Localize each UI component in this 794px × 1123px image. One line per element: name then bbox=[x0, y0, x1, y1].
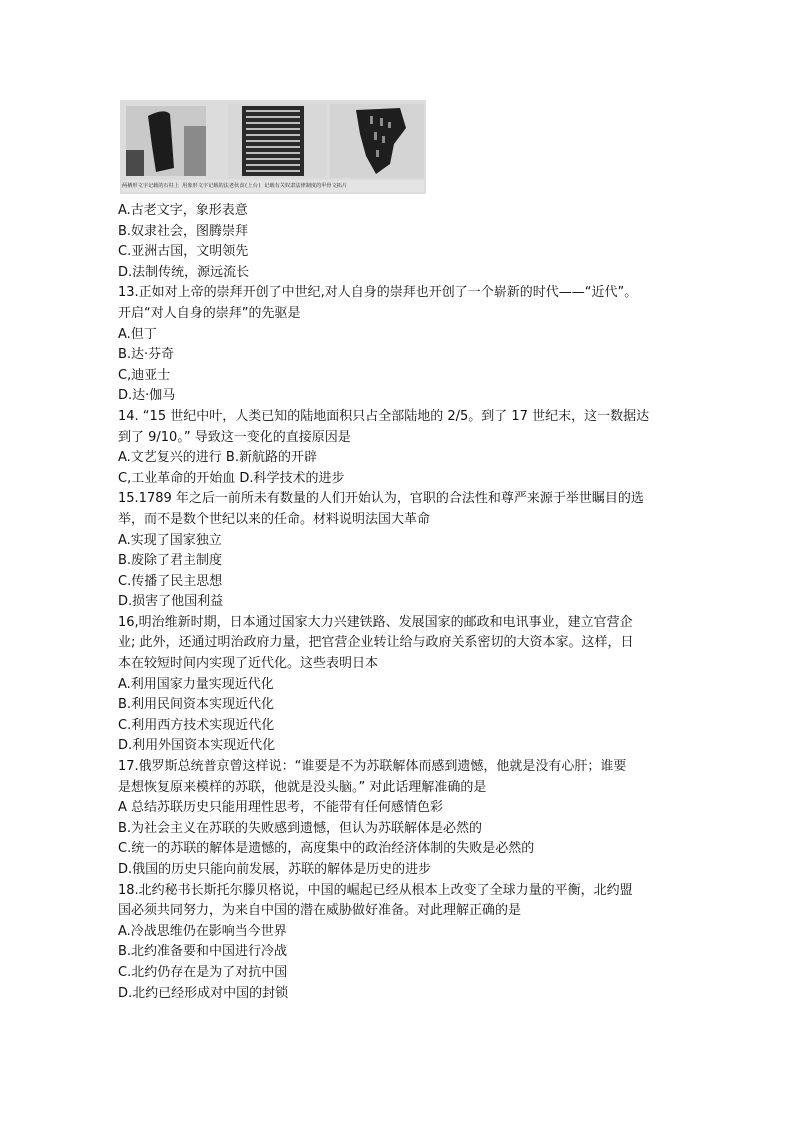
stone-pillar-photo bbox=[126, 106, 206, 176]
question-stem-line: 18.北约秘书长斯托尔滕贝格说，中国的崛起已经从根本上改变了全球力量的平衡，北约盟 bbox=[118, 882, 633, 898]
question-block bbox=[118, 613, 688, 757]
answer-option: C.统一的苏联的解体是遗憾的，高度集中的政治经济体制的失败是必然的 bbox=[118, 841, 535, 857]
question-stem-line: 13.正如对上帝的崇拜开创了中世纪,对人自身的崇拜也开创了一个崭新的时代——“近代”。 bbox=[118, 285, 638, 301]
answer-option: C,工业革命的开始血 D.科学技术的进步 bbox=[118, 470, 345, 486]
answer-option: C.传播了民主思想 bbox=[118, 573, 223, 589]
answer-option: D.俄国的历史只能向前发展，苏联的解体是历史的进步 bbox=[118, 862, 432, 877]
question-block bbox=[118, 757, 688, 881]
artifact-figure bbox=[120, 100, 426, 194]
question-stem-line: 举，而不是数个世纪以来的任命。材料说明法国大革命 bbox=[118, 511, 431, 527]
question-stem-line: 到了 9/10。” 导致这一变化的直接原因是 bbox=[118, 429, 351, 445]
question-stem-line: 14. “15 世纪中叶，人类已知的陆地面积只占全部陆地的 2/5。到了 17 世纪末，这一数据达 bbox=[118, 408, 650, 424]
question-block bbox=[118, 489, 688, 613]
answer-option: A.利用国家力量实现近代化 bbox=[118, 676, 274, 692]
figure-caption: 两栖形文字记载的石柱上 用象形文字记载的法老伙食(上台) 记载有关奴隶法律制度的甲骨文拓片 bbox=[122, 180, 424, 192]
question-stem-line: 国必须共同努力，为来自中国的潜在威胁做好准备。对此理解正确的是 bbox=[118, 903, 522, 919]
answer-option: B.北约准备要和中国进行冷战 bbox=[118, 944, 288, 960]
answer-option: C,迪亚士 bbox=[118, 367, 171, 383]
answer-option: D.法制传统，源远流长 bbox=[118, 264, 250, 280]
question-block bbox=[118, 283, 688, 407]
answer-option: B.达·芬奇 bbox=[118, 347, 175, 363]
answer-option: D.利用外国资本实现近代化 bbox=[118, 738, 276, 754]
answer-option: D.达·伽马 bbox=[118, 388, 176, 404]
answer-option: B.为社会主义在苏联的失败感到遗憾，但认为苏联解体是必然的 bbox=[118, 820, 483, 836]
question-stem-line: 开启“对人自身的崇拜”的先驱是 bbox=[118, 305, 301, 321]
question-block bbox=[118, 201, 688, 283]
question-stem-line: 本在较短时间内实现了近代化。这些表明日本 bbox=[118, 656, 379, 672]
answer-option: C.利用西方技术实现近代化 bbox=[118, 717, 275, 733]
answer-option: A.古老文字，象形表意 bbox=[118, 203, 248, 218]
oracle-bone-rubbing-photo bbox=[330, 104, 424, 178]
question-block bbox=[118, 881, 688, 1005]
question-stem-line: 业; 此外，还通过明治政府力量，把官营企业转让给与政府关系密切的大资本家。这样，日 bbox=[118, 635, 634, 651]
answer-option: B.利用民间资本实现近代化 bbox=[118, 697, 275, 713]
question-stem-line: 是想恢复原来模样的苏联，他就是没头脑。” 对此话理解准确的是 bbox=[118, 779, 487, 795]
question-block bbox=[118, 407, 688, 489]
answer-option: A.实现了国家独立 bbox=[118, 532, 222, 548]
question-stem-line: 15.1789 年之后一前所未有数量的人们开始认为，官职的合法性和尊严来源于举世瞩目的选 bbox=[118, 491, 644, 507]
answer-option: C.亚洲古国，文明领先 bbox=[118, 244, 249, 260]
answer-option: A.但丁 bbox=[118, 326, 157, 342]
question-stem-line: 16,明治维新时期，日本通过国家大力兴建铁路、发展国家的邮政和电讯事业，建立官营企 bbox=[118, 614, 633, 630]
answer-option: B.废除了君主制度 bbox=[118, 553, 223, 569]
answer-option: A.文艺复兴的进行 B.新航路的开辟 bbox=[118, 450, 317, 466]
answer-option: C.北约仍存在是为了对抗中国 bbox=[118, 964, 288, 980]
answer-option: B.奴隶社会，图腾崇拜 bbox=[118, 223, 249, 239]
answer-option: A 总结苏联历史只能用理性思考，不能带有任何感情色彩 bbox=[118, 800, 444, 816]
question-stem-line: 17.俄罗斯总统普京曾这样说：“谁要是不为苏联解体而感到遗憾，他就是没有心肝；谁要 bbox=[118, 759, 627, 775]
hieroglyph-tablet-photo bbox=[228, 104, 326, 178]
answer-option: D.损害了他国利益 bbox=[118, 594, 224, 610]
question-list bbox=[118, 201, 688, 1004]
answer-option: A.冷战思维仍在影响当今世界 bbox=[118, 923, 287, 939]
answer-option: D.北约已经形成对中国的封锁 bbox=[118, 985, 289, 1001]
